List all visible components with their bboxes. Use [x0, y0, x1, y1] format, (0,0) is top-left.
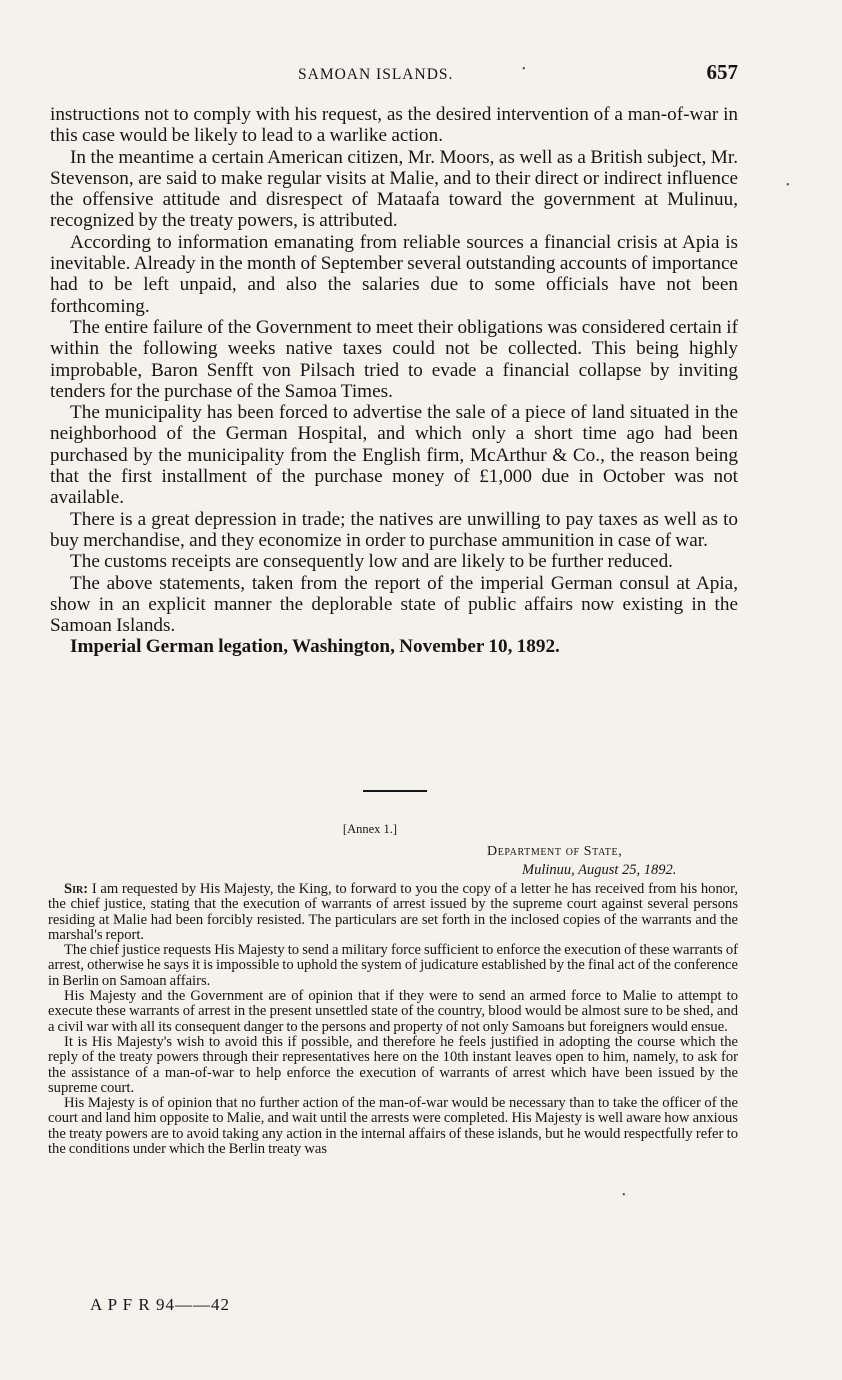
body-paragraph: The municipality has been forced to advertise the sale of a piece of land situated in the neighborhood of the German Hospital, and which only a short time ago had been purchased by the municipality from the English firm, McArthur & Co., the reason being that the first installment of the purchase money of £1,000 due in October was not available.	[50, 402, 738, 509]
annex-letter	[48, 882, 738, 1157]
department-heading: Department of State,	[487, 844, 623, 859]
letter-dateline: Mulinuu, August 25, 1892.	[522, 862, 677, 878]
legation-signature-line: Imperial German legation, Washington, November 10, 1892.	[70, 636, 560, 658]
body-paragraph: In the meantime a certain American citizen, Mr. Moors, as well as a British subject, Mr. Stevenson, are said to make regular visits at Malie, and to their direct or indirect influence the offensive attitude and disrespect of Mataafa toward the government at Mulinuu, recognized by the treaty powers, is attributed.	[50, 146, 738, 232]
print-speck: •	[522, 64, 526, 75]
letter-paragraph: His Majesty is of opinion that no further action of the man-of-war would be necessary than to take the officer of the court and land him opposite to Malie, and wait until the arrests were completed. His Majesty is well aware how anxious the treaty powers are to avoid taking any action in the internal affairs of these islands, but he would respectfully refer to the conditions under which the Berlin treaty was	[48, 1095, 738, 1158]
body-paragraph: According to information emanating from reliable sources a financial crisis at Apia is inevitable. Already in the month of September several outstanding accounts of importance had to be left unpaid, and also the salaries due to some officials have not been forthcoming.	[50, 231, 738, 317]
body-paragraph: There is a great depression in trade; the natives are unwilling to pay taxes as well as to buy merchandise, and they economize in order to purchase ammunition in case of war.	[50, 508, 738, 551]
page-header	[48, 60, 738, 90]
running-head: SAMOAN ISLANDS.	[298, 66, 454, 83]
body-paragraph: The above statements, taken from the report of the imperial German consul at Apia, show in an explicit manner the deplorable state of public affairs now existing in the Samoan Islands.	[50, 572, 738, 637]
salutation: Sir:	[64, 881, 89, 897]
letter-paragraph	[48, 882, 738, 943]
section-divider	[363, 790, 427, 792]
page-number: 657	[706, 60, 738, 84]
letter-paragraph-text: I am requested by His Majesty, the King, to forward to you the copy of a letter he has received from his honor, the chief justice, stating that the execution of warrants of arrest issued by the supreme court against several persons residing at Malie had been forcibly resisted. The particulars are set forth in the inclosed copies of the warrants and the marshal's report.	[48, 881, 738, 943]
letter-paragraph: It is His Majesty's wish to avoid this if possible, and therefore he feels justified in adopting the course which the reply of the treaty powers through their representatives here on the 10th instant leaves open to him, namely, to ask for the assistance of a man-of-war to help enforce the execution of warrants of arrest which have been issued by the supreme court.	[48, 1033, 738, 1096]
letter-paragraph: His Majesty and the Government are of opinion that if they were to send an armed force to Malie to attempt to execute these warrants of arrest in the present unsettled state of the country, blood would be almost sure to be shed, and a civil war with all its consequent danger to the persons and property of not only Samoans but foreigners would ensue.	[48, 988, 738, 1035]
body-paragraph: The entire failure of the Government to meet their obligations was considered certain if within the following weeks native taxes could not be collected. This being highly improbable, Baron Senfft von Pilsach tried to evade a financial collapse by inviting tenders for the purchase of the Samoa Times.	[50, 316, 738, 402]
body-paragraph: The customs receipts are consequently low and are likely to be further reduced.	[70, 551, 673, 573]
letter-paragraph: The chief justice requests His Majesty to send a military force sufficient to enforce the execution of these warrants of arrest, otherwise he says it is impossible to uphold the system of judicature established by the final act of the conference in Berlin on Samoan affairs.	[48, 942, 738, 989]
print-speck: •	[786, 180, 790, 191]
print-speck: •	[622, 1190, 626, 1201]
main-text	[50, 104, 738, 658]
printer-signature-mark: A P F R 94——42	[90, 1295, 230, 1314]
annex-label: [Annex 1.]	[342, 822, 398, 836]
body-paragraph: instructions not to comply with his request, as the desired intervention of a man-of-war in this case would be likely to lead to a warlike action.	[50, 104, 738, 147]
